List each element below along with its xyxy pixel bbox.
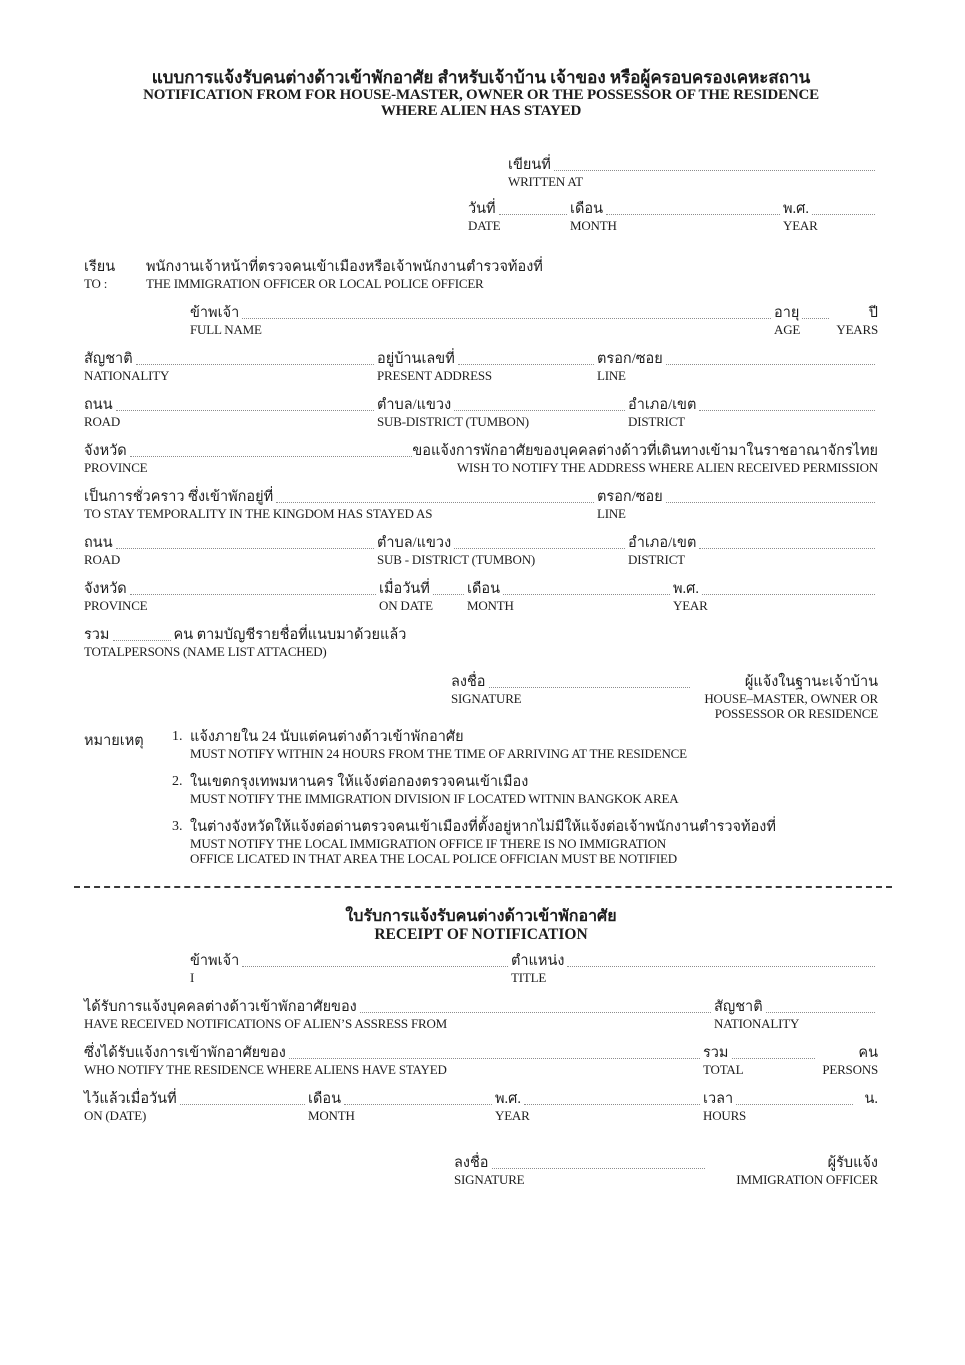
note-item-3	[172, 819, 878, 866]
form-title-english-line2: WHERE ALIEN HAS STAYED	[380, 103, 582, 119]
receipt-time-label-en: HOURS	[703, 1108, 747, 1123]
full-name-label-en: FULL NAME	[190, 322, 262, 337]
written-at-label-en: WRITTEN AT	[508, 174, 583, 189]
receipt-month-label-th: เดือน	[308, 1091, 341, 1107]
signature2-field	[454, 1155, 708, 1187]
form-title-english-line1: NOTIFICATION FROM FOR HOUSE-MASTER, OWNER OR THE POSSESSOR OF THE RESIDENCE	[143, 87, 819, 103]
receipt-month-field	[308, 1091, 495, 1123]
province2-field	[84, 581, 379, 613]
signature1-field	[451, 674, 693, 706]
road1-line[interactable]	[116, 409, 374, 411]
receipt-who-label-en: WHO NOTIFY THE RESIDENCE WHERE ALIENS HAVE STAYED	[84, 1062, 447, 1077]
temp-stay-field	[84, 489, 597, 521]
full-name-label-th: ข้าพเจ้า	[190, 305, 240, 321]
receipt-i-row	[190, 953, 878, 985]
subdistrict2-field	[377, 535, 628, 567]
receipt-total-label-th: รวม	[703, 1045, 729, 1061]
lane1-label-en: LINE	[597, 368, 626, 383]
year2-label-en: YEAR	[673, 598, 708, 613]
month-field	[570, 201, 783, 233]
province1-label-en: PROVINCE	[84, 460, 148, 475]
receipt-month-line[interactable]	[344, 1103, 492, 1105]
district1-label-th: อำเภอ/เขต	[628, 397, 697, 413]
receipt-title-thai: ใบรับการแจ้งรับคนต่างด้าวเข้าพักอาศัย	[345, 908, 617, 925]
to-block	[84, 259, 878, 291]
lane2-label-en: LINE	[597, 506, 626, 521]
signature2-line[interactable]	[492, 1167, 705, 1169]
year-label-th: พ.ศ.	[783, 201, 810, 217]
receipt-position-label-th: ตำแหน่ง	[511, 953, 565, 969]
nationality-label-en: NATIONALITY	[84, 368, 170, 383]
receipt-n-field	[856, 1091, 878, 1108]
immigration-officer-block	[708, 1155, 878, 1187]
receipt-persons-label-en: PERSONS	[822, 1062, 878, 1077]
receipt-received-label-th: ได้รับการแจ้งบุคคลต่างด้าวเข้าพักอาศัยของ	[84, 999, 357, 1015]
receipt-title-english: RECEIPT OF NOTIFICATION	[374, 926, 588, 943]
signature1-row	[451, 674, 878, 721]
road1-label-en: ROAD	[84, 414, 121, 429]
receipt-position-label-en: TITLE	[511, 970, 547, 985]
receipt-time-field	[703, 1091, 856, 1123]
full-name-field	[190, 305, 774, 337]
month2-field	[467, 581, 673, 613]
receipt-position-line[interactable]	[567, 965, 875, 967]
signature2-label-en: SIGNATURE	[454, 1172, 525, 1187]
immigration-officer-label-th: ผู้รับแจ้ง	[827, 1155, 878, 1171]
header-date-row	[468, 201, 878, 233]
receipt-received-label-en: HAVE RECEIVED NOTIFICATIONS OF ALIEN’S ASSRESS FROM	[84, 1016, 447, 1031]
signature1-label-en: SIGNATURE	[451, 691, 522, 706]
full-name-row	[190, 305, 878, 337]
to-label-en: TO :	[84, 276, 108, 291]
age-label-th: อายุ	[774, 305, 800, 321]
receipt-month-label-en: MONTH	[308, 1108, 355, 1123]
receipt-nationality-line[interactable]	[766, 1011, 875, 1013]
total-label-th: รวม	[84, 627, 110, 643]
month2-label-th: เดือน	[467, 581, 500, 597]
to-label-th: เรียน	[84, 259, 116, 275]
receipt-received-line[interactable]	[360, 1011, 711, 1013]
note1-th: แจ้งภายใน 24 นับแต่คนต่างด้าวเข้าพักอาศัย	[190, 729, 464, 745]
province2-line[interactable]	[130, 593, 376, 595]
receipt-time-line[interactable]	[736, 1103, 853, 1105]
note3-en-line1: MUST NOTIFY THE LOCAL IMMIGRATION OFFICE IF THERE IS NO IMMIGRATION	[190, 836, 667, 851]
receipt-received-row	[84, 999, 878, 1031]
year2-field	[673, 581, 878, 613]
written-at-line[interactable]	[554, 169, 875, 171]
road2-line[interactable]	[116, 547, 374, 549]
receipt-position-field	[511, 953, 878, 985]
receipt-on-date-label-th: ไว้แล้วเมื่อวันที่	[84, 1091, 177, 1107]
note-item-1	[172, 729, 878, 761]
receipt-received-field	[84, 999, 714, 1031]
signature1-label-th: ลงชื่อ	[451, 674, 486, 690]
note2-en: MUST NOTIFY THE IMMIGRATION DIVISION IF LOCATED WITNIN BANGKOK AREA	[190, 791, 679, 806]
years-label-en: YEARS	[836, 322, 878, 337]
date-label-th: วันที่	[468, 201, 496, 217]
receipt-who-label-th: ซึ่งได้รับแจ้งการเข้าพักอาศัยของ	[84, 1045, 286, 1061]
subdistrict1-label-th: ตำบล/แขวง	[377, 397, 452, 413]
receipt-year-label-th: พ.ศ.	[495, 1091, 522, 1107]
province1-label-th: จังหวัด	[84, 443, 127, 459]
subdistrict1-label-en: SUB-DISTRICT (TUMBON)	[377, 414, 529, 429]
nationality-line[interactable]	[136, 363, 374, 365]
housemaster-label-th: ผู้แจ้งในฐานะเจ้าบ้าน	[744, 674, 878, 690]
month-label-th: เดือน	[570, 201, 603, 217]
lane2-label-th: ตรอก/ซอย	[597, 489, 663, 505]
notes-label: หมายเหตุ	[84, 733, 144, 749]
nationality-label-th: สัญชาติ	[84, 351, 133, 367]
total-persons-row	[84, 627, 878, 659]
signature1-line[interactable]	[489, 686, 690, 688]
receipt-total-label-en: TOTAL	[703, 1062, 744, 1077]
to-text-en: THE IMMIGRATION OFFICER OR LOCAL POLICE OFFICER	[146, 276, 484, 291]
receipt-nationality-label-en: NATIONALITY	[714, 1016, 800, 1031]
temp-stay-label-th: เป็นการชั่วคราว ซึ่งเข้าพักอยู่ที่	[84, 489, 274, 505]
temp-stay-line[interactable]	[276, 501, 594, 503]
age-label-en: AGE	[774, 322, 801, 337]
on-date-field	[379, 581, 467, 613]
subdistrict2-label-th: ตำบล/แขวง	[377, 535, 452, 551]
receipt-on-date-line[interactable]	[180, 1103, 305, 1105]
present-address-label-th: อยู่บ้านเลขที่	[377, 351, 455, 367]
year-line[interactable]	[812, 213, 875, 215]
district1-label-en: DISTRICT	[628, 414, 685, 429]
note3-en-line2: OFFICE LICATED IN THAT AREA THE LOCAL POLICE OFFICIAN MUST BE NOTIFIED	[190, 851, 677, 866]
district2-field	[628, 535, 878, 567]
note1-en: MUST NOTIFY WITHIN 24 HOURS FROM THE TIME OF ARRIVING AT THE RESIDENCE	[190, 746, 687, 761]
present-address-label-en: PRESENT ADDRESS	[377, 368, 492, 383]
province2-label-th: จังหวัด	[84, 581, 127, 597]
district2-line[interactable]	[699, 547, 875, 549]
nationality-field	[84, 351, 377, 383]
note-item-2	[172, 774, 878, 806]
immigration-officer-label-en: IMMIGRATION OFFICER	[736, 1172, 878, 1187]
month-label-en: MONTH	[570, 218, 617, 233]
receipt-persons-field	[818, 1045, 878, 1077]
receipt-date-row	[84, 1091, 878, 1123]
receipt-time-label-th: เวลา	[703, 1091, 734, 1107]
year2-line[interactable]	[702, 593, 875, 595]
receipt-who-line[interactable]	[289, 1057, 700, 1059]
written-at-row	[508, 157, 878, 189]
full-name-line[interactable]	[242, 317, 771, 319]
month-line[interactable]	[606, 213, 780, 215]
dashed-separator	[74, 886, 892, 888]
receipt-who-row	[84, 1045, 878, 1077]
province1-field	[84, 443, 415, 475]
road1-row	[84, 397, 878, 429]
subdistrict1-line[interactable]	[454, 409, 625, 411]
housemaster-label-en1: HOUSE–MASTER, OWNER OR	[704, 691, 878, 706]
lane1-label-th: ตรอก/ซอย	[597, 351, 663, 367]
total-label-en: TOTALPERSONS (NAME LIST ATTACHED)	[84, 644, 327, 659]
subdistrict2-line[interactable]	[454, 547, 625, 549]
form-title-thai: แบบการแจ้งรับคนต่างด้าวเข้าพักอาศัย สำหรับเจ้าบ้าน เจ้าของ หรือผู้ครอบครองเคหะสถาน	[151, 68, 811, 87]
receipt-year-line[interactable]	[524, 1103, 700, 1105]
lane2-field	[597, 489, 878, 521]
district1-line[interactable]	[699, 409, 875, 411]
total-suffix-th: คน ตามบัญชีรายชื่อที่แนบมาด้วยแล้ว	[173, 627, 407, 643]
receipt-n-label-th: น.	[864, 1091, 878, 1107]
receipt-total-line[interactable]	[732, 1057, 816, 1059]
year-field	[783, 201, 878, 233]
wish-to-notify-block	[412, 443, 878, 475]
signature2-label-th: ลงชื่อ	[454, 1155, 489, 1171]
receipt-year-label-en: YEAR	[495, 1108, 530, 1123]
receipt-persons-label-th: คน	[858, 1045, 878, 1061]
nationality-row	[84, 351, 878, 383]
total-persons-field	[84, 627, 878, 659]
date-field	[468, 201, 570, 233]
lane1-field	[597, 351, 878, 383]
age-field	[774, 305, 832, 337]
written-at-field	[508, 157, 878, 189]
district2-label-en: DISTRICT	[628, 552, 685, 567]
years-label-th: ปี	[868, 305, 878, 321]
signature2-row	[454, 1155, 878, 1187]
receipt-i-line[interactable]	[242, 965, 508, 967]
year2-label-th: พ.ศ.	[673, 581, 700, 597]
receipt-who-field	[84, 1045, 703, 1077]
receipt-total-field	[703, 1045, 818, 1077]
road1-label-th: ถนน	[84, 397, 113, 413]
note3-number: 3.	[172, 819, 183, 834]
road1-field	[84, 397, 377, 429]
province2-row	[84, 581, 878, 613]
note2-number: 2.	[172, 774, 183, 789]
province1-row	[84, 443, 878, 475]
district2-label-th: อำเภอ/เขต	[628, 535, 697, 551]
age-line[interactable]	[802, 317, 829, 319]
district1-field	[628, 397, 878, 429]
year-label-en: YEAR	[783, 218, 818, 233]
present-address-field	[377, 351, 597, 383]
date-line[interactable]	[499, 213, 567, 215]
receipt-year-field	[495, 1091, 703, 1123]
housemaster-label-en2: POSSESSOR OR RESIDENCE	[714, 706, 878, 721]
wish-to-notify-en: WISH TO NOTIFY THE ADDRESS WHERE ALIEN RECEIVED PERMISSION	[456, 460, 878, 475]
wish-to-notify-th: ขอแจ้งการพักอาศัยของบุคคลต่างด้าวที่เดินทางเข้ามาในราชอาณาจักรไทย	[412, 443, 878, 459]
on-date-label-en: ON DATE	[379, 598, 433, 613]
receipt-nationality-field	[714, 999, 878, 1031]
receipt-i-label-en: I	[190, 970, 195, 985]
total-line[interactable]	[113, 639, 171, 641]
note3-th: ในต่างจังหวัดให้แจ้งต่อด่านตรวจคนเข้าเมืองที่ตั้งอยู่หากไม่มีให้แจ้งต่อเจ้าพนักงานตำรวจท้องที่	[190, 819, 776, 835]
receipt-on-date-label-en: ON (DATE)	[84, 1108, 147, 1123]
years-field	[832, 305, 878, 337]
to-text-th: พนักงานเจ้าหน้าที่ตรวจคนเข้าเมืองหรือเจ้าพนักงานตำรวจท้องที่	[146, 259, 543, 275]
notes-section	[84, 729, 878, 866]
road2-field	[84, 535, 377, 567]
date-label-en: DATE	[468, 218, 501, 233]
written-at-label-th: เขียนที่	[508, 157, 551, 173]
present-address-line[interactable]	[458, 363, 594, 365]
receipt-i-field	[190, 953, 511, 985]
lane1-line[interactable]	[666, 363, 875, 365]
receipt-on-date-field	[84, 1091, 308, 1123]
month2-label-en: MONTH	[467, 598, 514, 613]
province1-line[interactable]	[130, 455, 412, 457]
subdistrict1-field	[377, 397, 628, 429]
province2-label-en: PROVINCE	[84, 598, 148, 613]
subdistrict2-label-en: SUB - DISTRICT (TUMBON)	[377, 552, 536, 567]
temp-stay-row	[84, 489, 878, 521]
receipt-i-label-th: ข้าพเจ้า	[190, 953, 240, 969]
month2-line[interactable]	[503, 593, 670, 595]
temp-stay-label-en: TO STAY TEMPORALITY IN THE KINGDOM HAS STAYED AS	[84, 506, 433, 521]
note2-th: ในเขตกรุงเทพมหานคร ให้แจ้งต่อกองตรวจคนเข้าเมือง	[190, 774, 529, 790]
note1-number: 1.	[172, 729, 183, 744]
receipt-nationality-label-th: สัญชาติ	[714, 999, 763, 1015]
on-date-label-th: เมื่อวันที่	[379, 581, 430, 597]
lane2-line[interactable]	[666, 501, 875, 503]
road2-label-th: ถนน	[84, 535, 113, 551]
housemaster-block	[693, 674, 878, 721]
on-date-line[interactable]	[433, 593, 464, 595]
road2-label-en: ROAD	[84, 552, 121, 567]
road2-row	[84, 535, 878, 567]
